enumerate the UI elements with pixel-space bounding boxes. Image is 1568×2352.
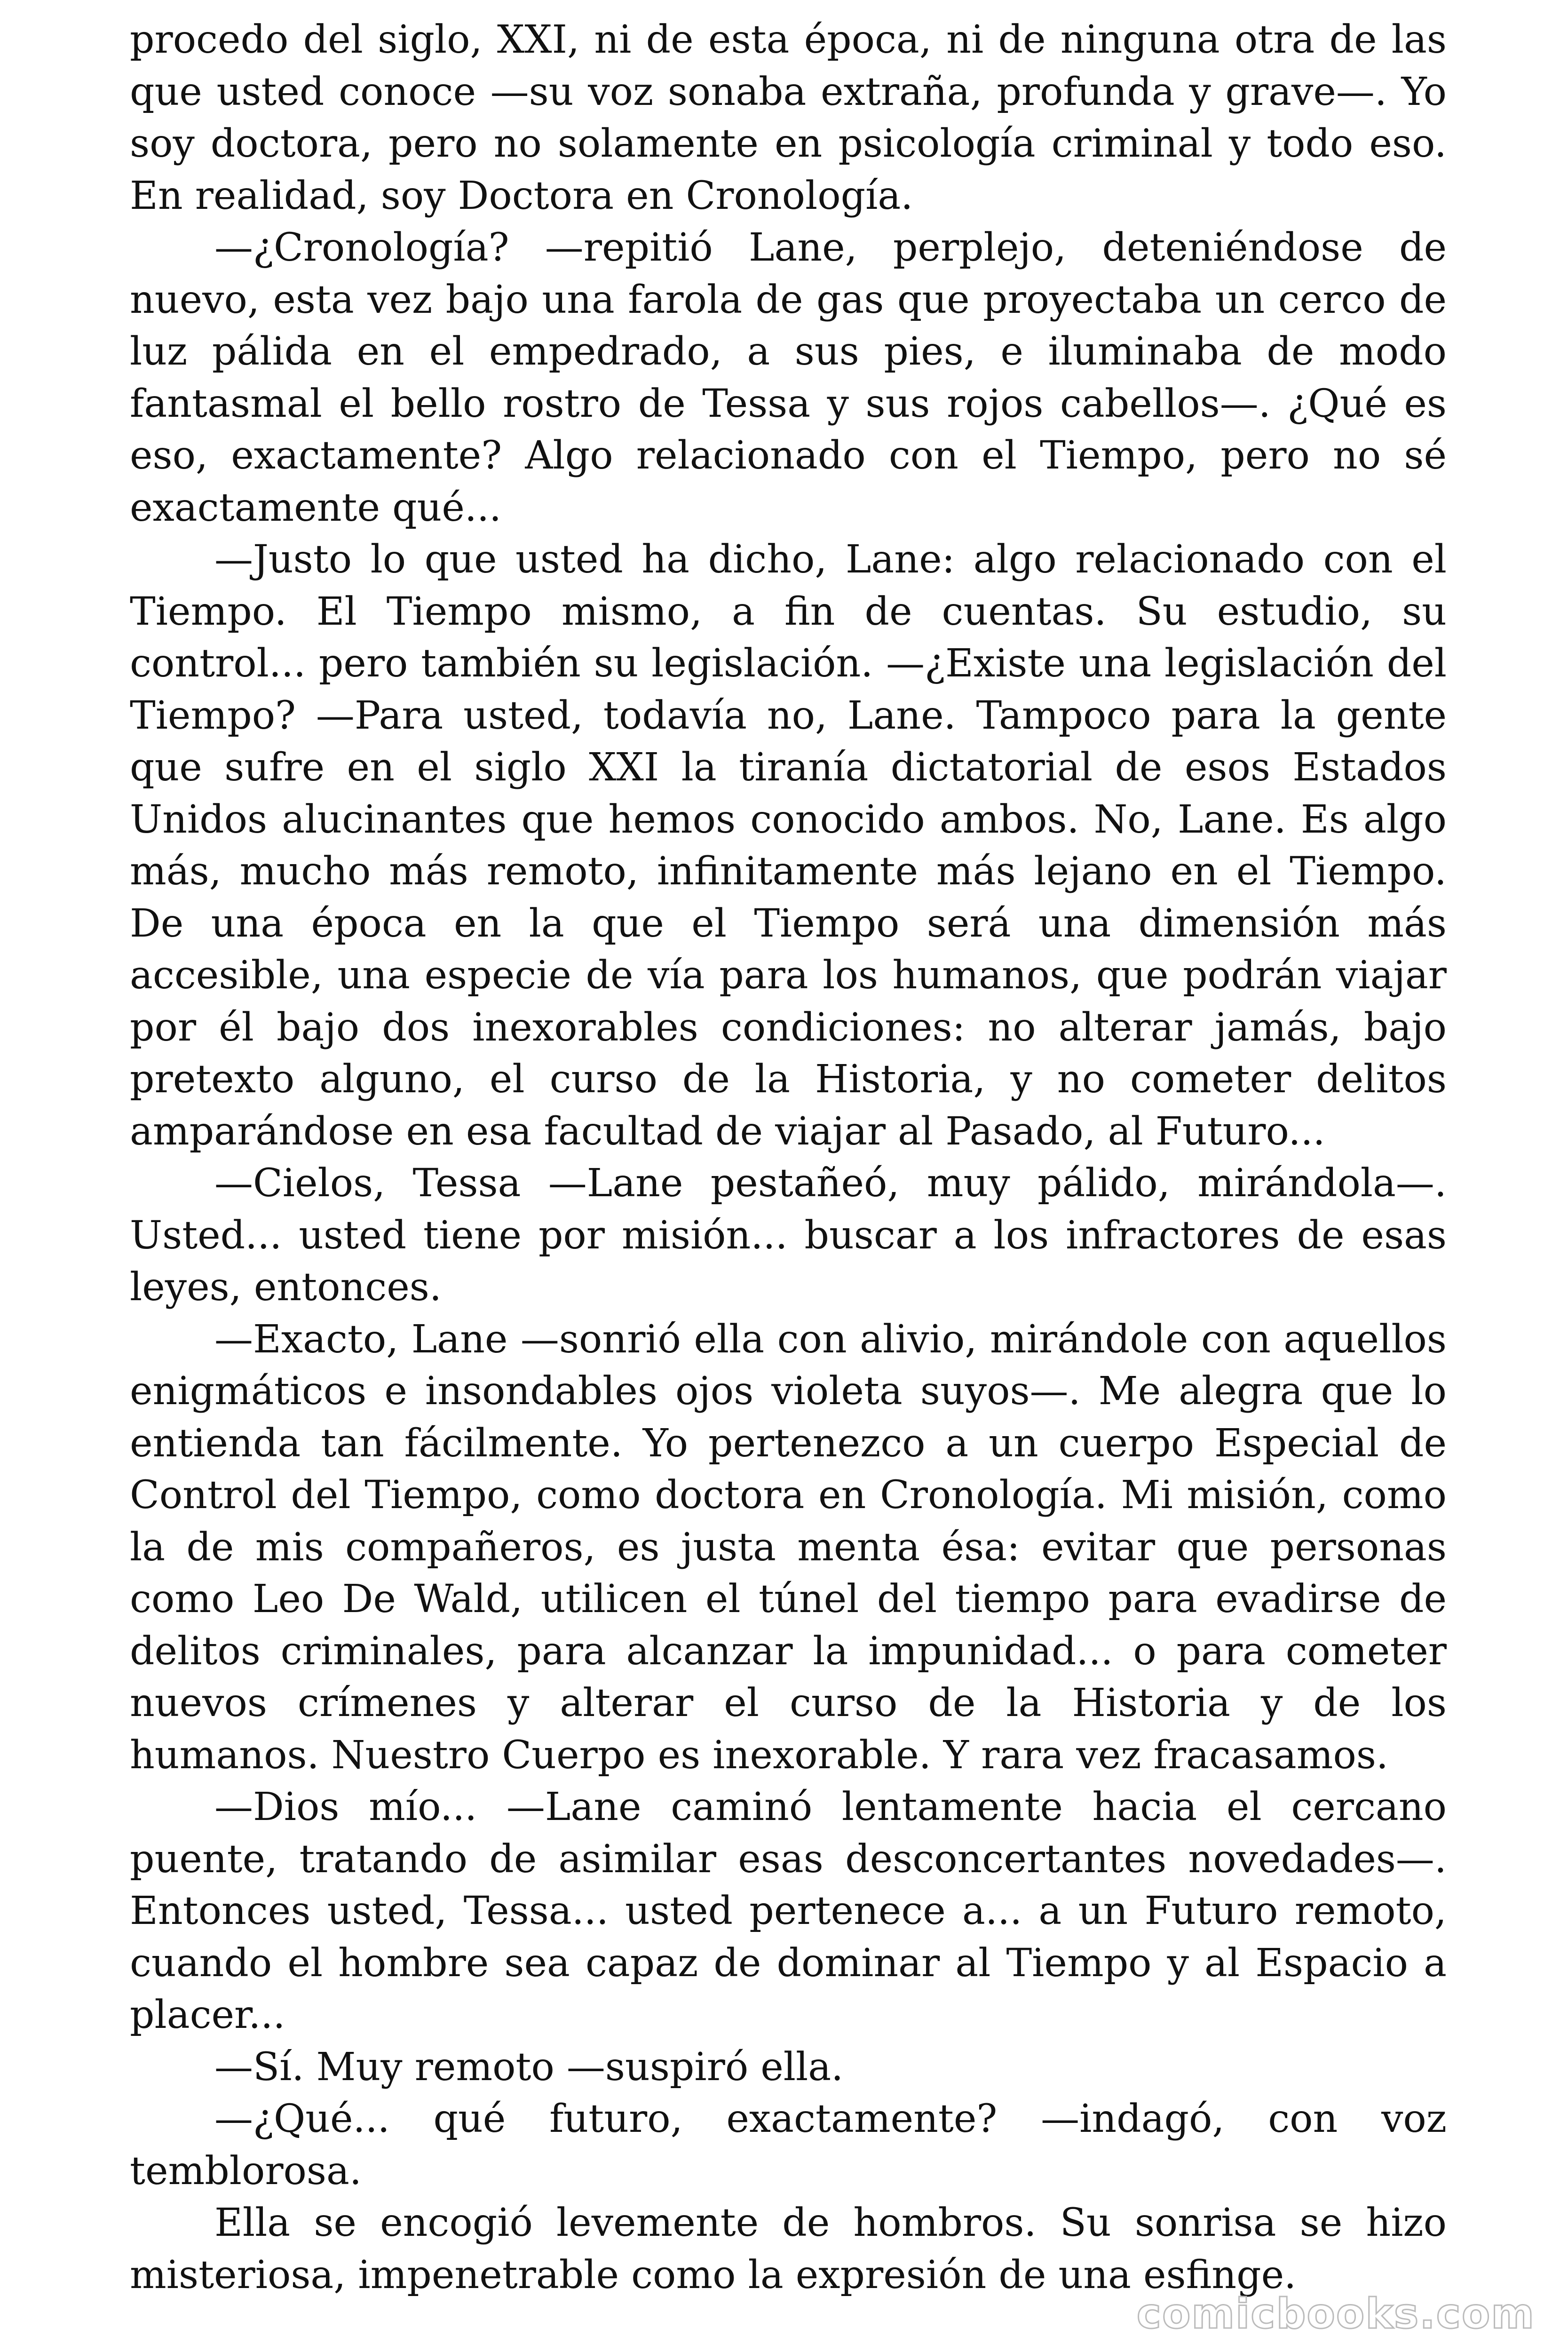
paragraph: —Dios mío... —Lane caminó lentamente hacia el cercano puente, tratando de asimilar esas desconcertantes novedades—. Entonces usted, Tessa... usted pertenece a... a un Futuro remoto, cuando el hombre sea capaz de dominar al Tiempo y al Espacio a placer... — [130, 1785, 1447, 2037]
paragraph: Ella se encogió levemente de hombros. Su sonrisa se hizo misteriosa, impenetrable como la expresión de una esfinge. — [130, 2201, 1447, 2297]
paragraph: —Justo lo que usted ha dicho, Lane: algo relacionado con el Tiempo. El Tiempo mismo, a fin de cuentas. Su estudio, su control... pero también su legislación. —¿Existe una legislación del Tiempo? —Para usted, todavía no, Lane. Tampoco para la gente que sufre en el siglo XXI la tiranía dictatorial de esos Estados Unidos alucinantes que hemos conocido ambos. No, Lane. Es algo más, mucho más remoto, infinitamente más lejano en el Tiempo. De una época en la que el Tiempo será una dimensión más accesible, una especie de vía para los humanos, que podrán viajar por él bajo dos inexorables condiciones: no alterar jamás, bajo pretexto alguno, el curso de la Historia, y no cometer delitos amparándose en esa facultad de viajar al Pasado, al Futuro... — [130, 537, 1447, 1154]
watermark-text: comicbooks.com — [1136, 2289, 1535, 2338]
paragraph: —Cielos, Tessa —Lane pestañeó, muy pálido, mirándola—. Usted... usted tiene por misión... buscar a los infractores de esas leyes, entonces. — [130, 1161, 1447, 1310]
paragraph: procedo del siglo, XXI, ni de esta época, ni de ninguna otra de las que usted conoce —su voz sonaba extraña, profunda y grave—. Yo soy doctora, pero no solamente en psicología criminal y todo eso. En realidad, soy Doctora en Cronología. — [130, 17, 1447, 218]
paragraph: —¿Cronología? —repitió Lane, perplejo, deteniéndose de nuevo, esta vez bajo una farola de gas que proyectaba un cerco de luz pálida en el empedrado, a sus pies, e iluminaba de modo fantasmal el bello rostro de Tessa y sus rojos cabellos—. ¿Qué es eso, exactamente? Algo relacionado con el Tiempo, pero no sé exactamente qué... — [130, 225, 1447, 530]
paragraph: —Sí. Muy remoto —suspiró ella. — [214, 2044, 844, 2090]
paragraph: —Exacto, Lane —sonrió ella con alivio, mirándole con aquellos enigmáticos e insondables ojos violeta suyos—. Me alegra que lo entienda tan fácilmente. Yo pertenezco a un cuerpo Especial de Control del Tiempo, como doctora en Cronología. Mi misión, como la de mis compañeros, es justa menta ésa: evitar que personas como Leo De Wald, utilicen el túnel del tiempo para evadirse de delitos criminales, para alcanzar la impunidad... o para cometer nuevos crímenes y alterar el curso de la Historia y de los humanos. Nuestro Cuerpo es inexorable. Y rara vez fracasamos. — [130, 1317, 1447, 1778]
page-text-body — [130, 14, 1447, 2301]
paragraph: —¿Qué... qué futuro, exactamente? —indagó, con voz temblorosa. — [130, 2097, 1447, 2193]
